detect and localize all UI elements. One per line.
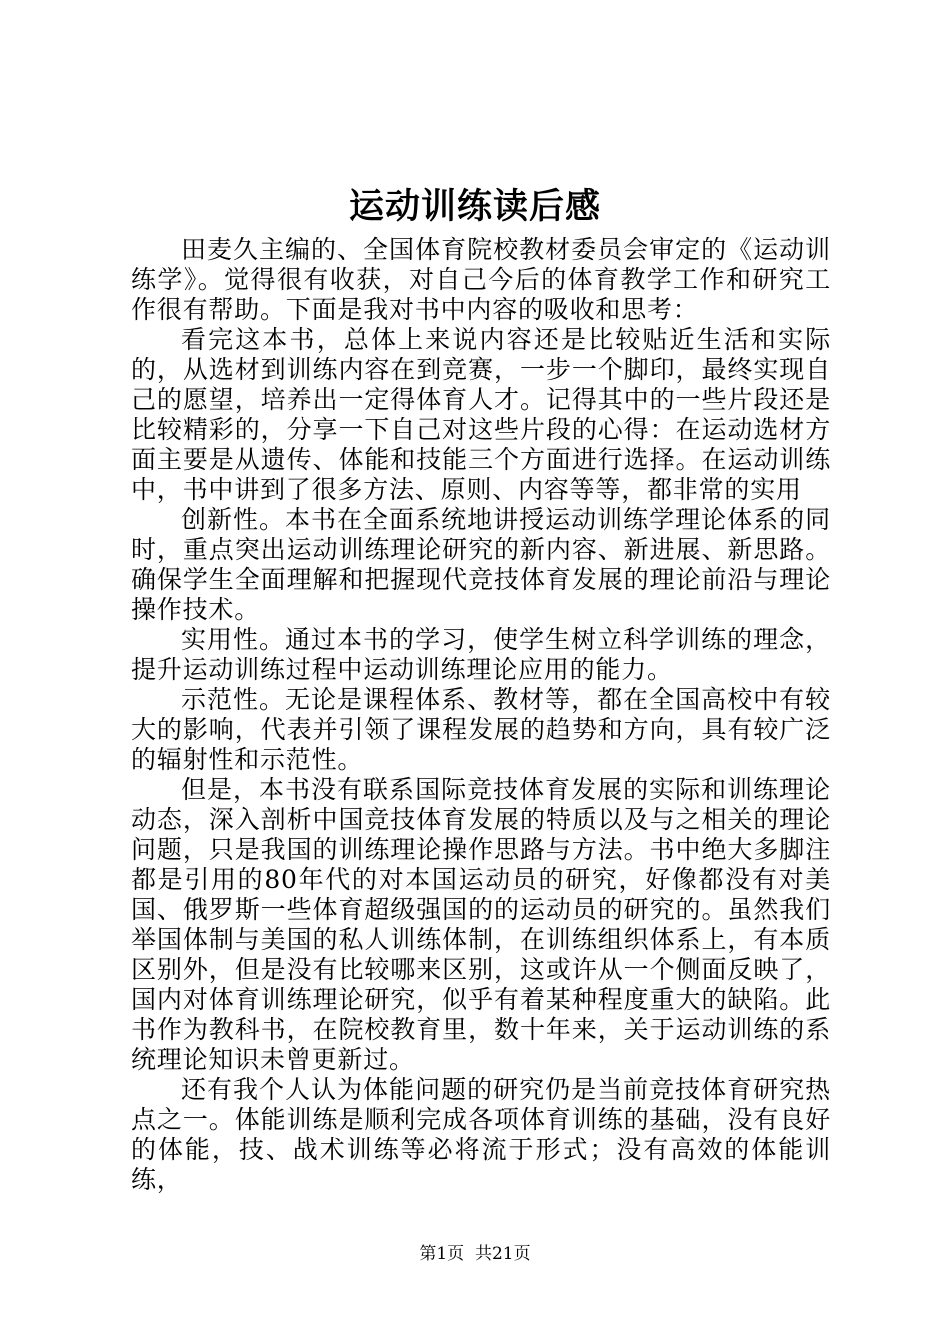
paragraph-critique: 但是，本书没有联系国际竞技体育发展的实际和训练理论动态，深入剖析中国竞技体育发展的特质以及与之相关的理论问题，只是我国的训练理论操作思路与方法。书中绝大多脚注都是引用的80年代的对本国运动员的研究，好像都没有对美国、俄罗斯一些体育超级强国的的运动员的研究的。虽然我们举国体制与美国的私人训练体制，在训练组织体系上，有本质区别外，但是没有比较哪来区别，这或许从一个侧面反映了，国内对体育训练理论研究，似乎有着某种程度重大的缺陷。此书作为教科书，在院校教育里，数十年来，关于运动训练的系统理论知识未曾更新过。: [131, 775, 831, 1074]
page-number: 第1页 共21页: [419, 1244, 531, 1264]
paragraph-innovation: 创新性。本书在全面系统地讲授运动训练学理论体系的同时，重点突出运动训练理论研究的新内容、新进展、新思路。确保学生全面理解和把握现代竞技体育发展的理论前沿与理论操作技术。: [131, 505, 831, 624]
page-footer: [0, 1242, 950, 1266]
paragraph-overview: 看完这本书，总体上来说内容还是比较贴近生活和实际的，从选材到训练内容在到竞赛，一步一个脚印，最终实现自己的愿望，培养出一定得体育人才。记得其中的一些片段还是比较精彩的，分享一下自己对这些片段的心得：在运动选材方面主要是从遗传、体能和技能三个方面进行选择。在运动训练中，书中讲到了很多方法、原则、内容等等，都非常的实用: [131, 325, 831, 504]
paragraph-physical-fitness: 还有我个人认为体能问题的研究仍是当前竞技体育研究热点之一。体能训练是顺利完成各项体育训练的基础，没有良好的体能，技、战术训练等必将流于形式；没有高效的体能训练，: [131, 1075, 831, 1194]
paragraph-demonstration: 示范性。无论是课程体系、教材等，都在全国高校中有较大的影响，代表并引领了课程发展的趋势和方向，具有较广泛的辐射性和示范性。: [131, 685, 831, 774]
document-body: [131, 235, 831, 1195]
paragraph-intro: 田麦久主编的、全国体育院校教材委员会审定的《运动训练学》。觉得很有收获，对自己今后的体育教学工作和研究工作很有帮助。下面是我对书中内容的吸收和思考：: [131, 235, 831, 324]
document-title: 运动训练读后感: [348, 186, 601, 227]
paragraph-practicality: 实用性。通过本书的学习，使学生树立科学训练的理念，提升运动训练过程中运动训练理论应用的能力。: [131, 625, 831, 684]
